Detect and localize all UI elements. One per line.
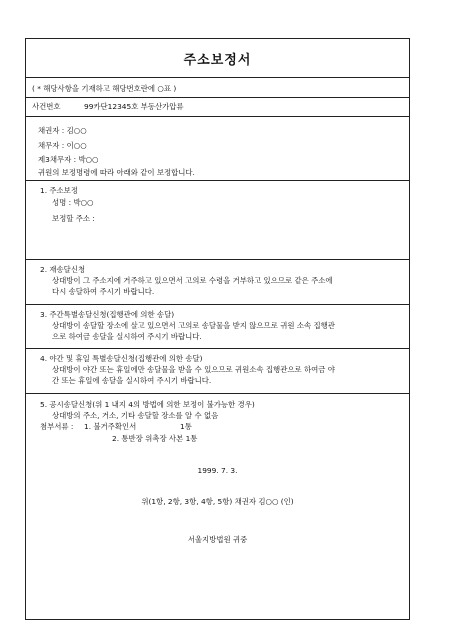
section-heading: 5. 공시송달신청(위 1 내지 4의 방법에 의한 보정이 불가능한 경우) — [40, 400, 255, 409]
section-text: 다시 송달하여 주시기 바랍니다. — [52, 287, 155, 296]
section-text: 상대방이 송달할 장소에 살고 있으면서 고의로 송달물을 받지 않으므로 귀원 소속 집행관 — [52, 321, 335, 330]
correction-instruction: 귀원의 보정명령에 따라 아래와 같이 보정합니다. — [38, 168, 195, 177]
document-title: 주소보정서 — [183, 53, 252, 68]
name-line: 성명 : 박○○ — [52, 198, 94, 207]
section-redelivery — [40, 264, 390, 297]
attachment-quantity: 1통 — [180, 422, 192, 431]
creditor: 채권자 : 김○○ — [38, 126, 87, 135]
instruction-note: ( * 해당사항을 기재하고 해당번호란에 ○표 ) — [32, 84, 177, 93]
debtor: 채무자 : 이○○ — [38, 141, 87, 150]
section-heading: 3. 주간특별송달신청(집행관에 의한 송달) — [40, 310, 175, 319]
section-public-notice-delivery — [40, 399, 390, 445]
divider — [26, 97, 409, 98]
address-line: 보정할 주소 : — [52, 214, 95, 223]
attachment-label: 첨부서류 : — [40, 422, 74, 431]
section-night-holiday-delivery — [40, 353, 390, 386]
divider — [26, 348, 409, 349]
section-address-correction — [40, 185, 390, 224]
submission-date: 1999. 7. 3. — [197, 466, 238, 475]
section-heading: 4. 야간 및 휴일 특별송달신청(집행관에 의한 송달) — [40, 354, 203, 363]
section-daytime-special-delivery — [40, 309, 390, 342]
section-text: 상대방이 야간 또는 휴일에만 송달물을 받을 수 있으므로 귀원소속 집행관으로 하여금 야 — [52, 365, 335, 374]
case-number-value: 99카단12345호 부동산가압류 — [84, 102, 184, 111]
divider — [26, 116, 409, 117]
section-text: 상대방의 주소, 거소, 기타 송달할 장소를 알 수 없음 — [52, 411, 219, 420]
divider — [26, 180, 409, 181]
section-text: 으로 하여금 송달을 실시하여 주시기 바랍니다. — [52, 332, 202, 341]
attachment-row — [40, 433, 390, 445]
case-number-label: 사건번호 — [32, 102, 61, 111]
divider — [26, 259, 409, 260]
attachment-item: 1. 불거주확인서 — [84, 422, 137, 431]
divider — [26, 304, 409, 305]
court-name: 서울지방법원 귀중 — [187, 535, 248, 544]
divider — [26, 393, 409, 394]
signature-line: 위(1항, 2항, 3항, 4항, 5항) 채권자 김○○ (인) — [141, 497, 294, 506]
section-heading: 2. 재송달신청 — [40, 265, 86, 274]
address-correction-form — [25, 38, 410, 620]
divider — [26, 77, 409, 78]
section-heading: 1. 주소보정 — [40, 186, 78, 195]
attachment-row — [40, 421, 390, 433]
section-text: 상대방이 그 주소지에 거주하고 있으면서 고의로 수령을 거부하고 있으므로 같은 주소에 — [52, 276, 333, 285]
attachment-item: 2. 통반장 위촉장 사본 1통 — [112, 434, 198, 443]
third-debtor: 제3채무자 : 박○○ — [38, 155, 99, 164]
section-text: 간 또는 휴일에 송달을 실시하여 주시기 바랍니다. — [52, 376, 212, 385]
